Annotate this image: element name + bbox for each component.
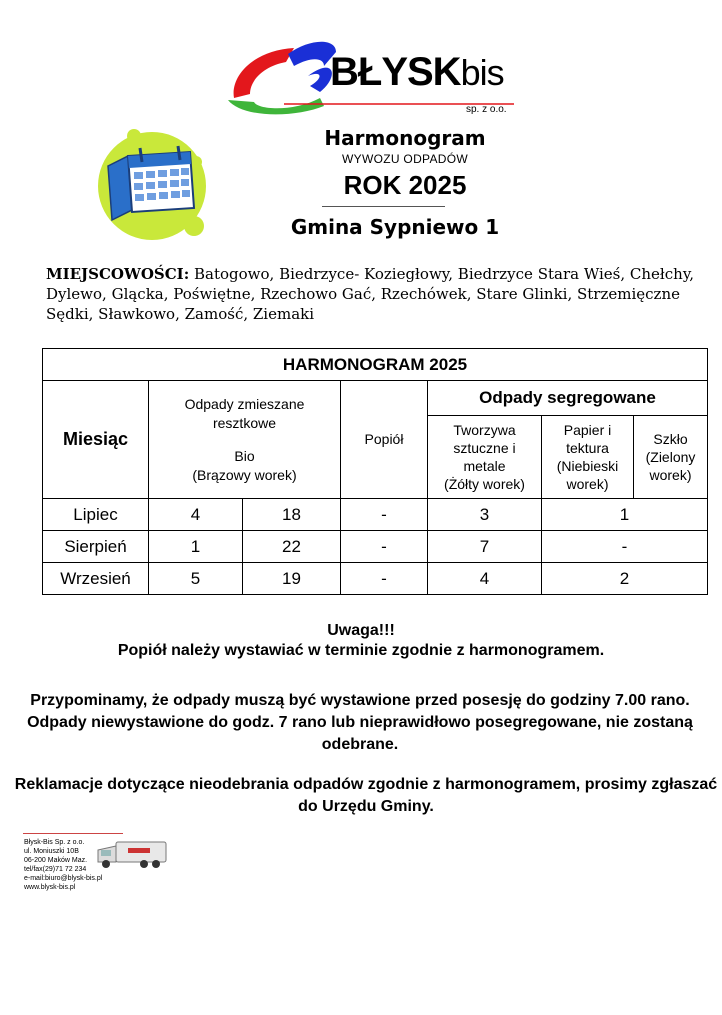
header-mixed-line2: resztkowe	[212, 414, 277, 431]
table-title-row	[43, 349, 708, 381]
header-segregated: Odpady segregowane	[428, 381, 708, 416]
cell-ash: -	[341, 499, 428, 531]
header-plastic-line: (Żółty worek)	[444, 476, 525, 492]
header-glass-line: worek)	[649, 467, 692, 483]
header-month: Miesiąc	[43, 381, 149, 499]
footer-line: tel/fax(29)71 72 234	[24, 866, 87, 873]
header-bio-line1: Bio	[234, 447, 255, 464]
header-glass-line: (Zielony	[645, 449, 696, 465]
header-paper-line: Papier i	[563, 422, 612, 438]
footer-line: ul. Moniuszki 10B	[24, 848, 79, 855]
footer-line: www.blysk-bis.pl	[24, 884, 76, 891]
localities-paragraph	[46, 264, 718, 324]
header-glass	[634, 416, 708, 499]
table-title: HARMONOGRAM 2025	[43, 349, 708, 381]
footer-divider	[23, 833, 123, 834]
logo-subtitle: sp. z o.o.	[466, 104, 507, 115]
cell-plastic: 7	[428, 531, 542, 563]
header-bio-line2: (Brązowy worek)	[192, 466, 297, 483]
cell-bio: 19	[243, 563, 341, 595]
header-plastic	[428, 416, 542, 499]
header-plastic-line: Tworzywa	[453, 422, 516, 438]
cell-bio: 22	[243, 531, 341, 563]
header-ash: Popiół	[341, 381, 428, 499]
logo-wordmark	[330, 52, 504, 93]
garbage-truck-icon	[94, 836, 170, 872]
footer-contact	[24, 838, 102, 892]
cell-month: Sierpień	[43, 531, 149, 563]
footer-line: e-mail:biuro@blysk-bis.pl	[24, 875, 103, 882]
cell-month: Lipiec	[43, 499, 149, 531]
cell-bio: 18	[243, 499, 341, 531]
header-mixed-line1: Odpady zmieszane	[184, 395, 305, 412]
cell-ash: -	[341, 563, 428, 595]
logo-blue-swoosh	[288, 42, 336, 66]
header-paper-line: worek)	[566, 476, 609, 492]
cell-ash: -	[341, 531, 428, 563]
cell-paper-glass: 1	[542, 499, 708, 531]
cell-mixed: 1	[149, 531, 243, 563]
logo-name: BŁYSK	[330, 50, 461, 94]
footer-line: 06-200 Maków Maz.	[24, 857, 88, 864]
header-paper	[542, 416, 634, 499]
document-year: ROK 2025	[343, 170, 467, 200]
gmina-title: Gmina Sypniewo 1	[290, 215, 500, 239]
footer-line: Błysk-Bis Sp. z o.o.	[24, 839, 85, 846]
table-row	[43, 531, 708, 563]
note-ash: Popiół należy wystawiać w terminie zgodnie z harmonogramem.	[117, 642, 605, 659]
schedule-table	[42, 348, 708, 595]
header-plastic-line: sztuczne i	[453, 440, 516, 456]
cell-plastic: 4	[428, 563, 542, 595]
note-warning-heading: Uwaga!!!	[327, 622, 395, 639]
header-plastic-line: metale	[463, 458, 506, 474]
logo-green-swoosh	[228, 98, 324, 114]
localities-list: Batogowo, Biedrzyce- Koziegłowy, Biedrzyce Stara Wieś, Chełchy, Dylewo, Glącka, Poświętne, Rzechowo Gać, Rzechówek, Stare Glinki, Strzemięczne Sędki, Sławkowo, Zamość, Ziemaki	[46, 265, 695, 323]
table-row	[43, 563, 708, 595]
table-header-row	[43, 381, 708, 416]
document-title: Harmonogram	[324, 126, 486, 150]
document-subtitle: WYWOZU ODPADÓW	[342, 152, 468, 166]
logo-suffix: bis	[460, 52, 504, 93]
logo-red-swoosh	[234, 48, 294, 98]
title-divider	[322, 206, 445, 207]
table-row	[43, 499, 708, 531]
localities-label: MIEJSCOWOŚCI:	[46, 265, 190, 283]
header-paper-line: (Niebieski	[556, 458, 619, 474]
cell-paper-glass: -	[542, 531, 708, 563]
cell-paper-glass: 2	[542, 563, 708, 595]
header-glass-line: Szkło	[653, 431, 688, 447]
header-mixed-bio	[149, 381, 341, 499]
calendar-icon	[94, 126, 212, 242]
cell-mixed: 4	[149, 499, 243, 531]
cell-month: Wrzesień	[43, 563, 149, 595]
note-complaints: Reklamacje dotyczące nieodebrania odpadów zgodnie z harmonogramem, prosimy zgłaszać do Urzędu Gminy.	[14, 776, 718, 815]
note-reminder: Przypominamy, że odpady muszą być wystawione przed posesję do godziny 7.00 rano. Odpady niewystawione do godz. 7 rano lub nieprawidłowo posegregowane, nie zostaną odebrane.	[27, 692, 693, 753]
cell-plastic: 3	[428, 499, 542, 531]
header-paper-line: tektura	[566, 440, 609, 456]
cell-mixed: 5	[149, 563, 243, 595]
